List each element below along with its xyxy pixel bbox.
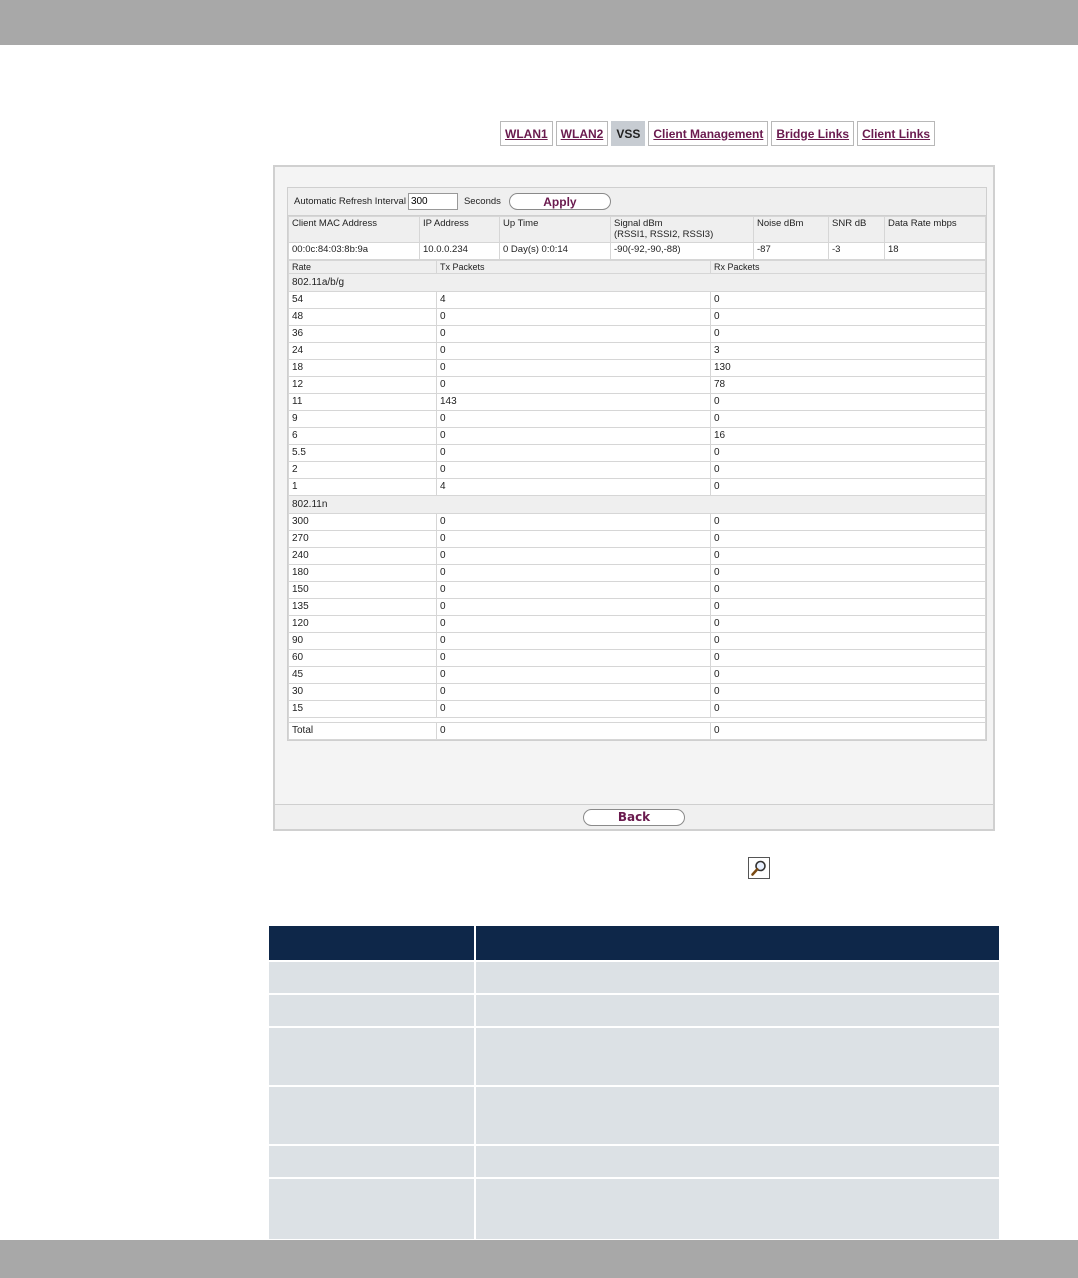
rate-value: 48 bbox=[289, 309, 437, 326]
apply-button[interactable]: Apply bbox=[509, 193, 611, 210]
tx-header: Tx Packets bbox=[437, 261, 711, 274]
description-header-col1 bbox=[269, 926, 476, 960]
rate-value: 180 bbox=[289, 565, 437, 582]
rate-header-row bbox=[289, 261, 986, 274]
rate-value: 1 bbox=[289, 479, 437, 496]
refresh-bar bbox=[288, 188, 986, 216]
header-data-rate: Data Rate mbps bbox=[885, 217, 986, 243]
rate-value: 36 bbox=[289, 326, 437, 343]
tab-bar bbox=[500, 121, 935, 146]
tx-packets: 0 bbox=[437, 377, 711, 394]
rx-packets: 0 bbox=[711, 479, 986, 496]
client-noise: -87 bbox=[754, 243, 829, 260]
rate-row bbox=[289, 462, 986, 479]
top-bar bbox=[0, 0, 1078, 45]
rx-packets: 0 bbox=[711, 565, 986, 582]
tx-packets: 143 bbox=[437, 394, 711, 411]
rate-value: 120 bbox=[289, 616, 437, 633]
rx-packets: 0 bbox=[711, 462, 986, 479]
tx-packets: 0 bbox=[437, 599, 711, 616]
tab-client-links[interactable]: Client Links bbox=[857, 121, 935, 146]
rate-row bbox=[289, 479, 986, 496]
rate-value: 24 bbox=[289, 343, 437, 360]
description-header-col2 bbox=[476, 926, 999, 960]
rate-value: 18 bbox=[289, 360, 437, 377]
rate-group-row bbox=[289, 496, 986, 514]
description-table bbox=[269, 926, 999, 1239]
rate-value: 240 bbox=[289, 548, 437, 565]
tab-wlan2[interactable]: WLAN2 bbox=[556, 121, 609, 146]
rate-row bbox=[289, 428, 986, 445]
rx-packets: 0 bbox=[711, 616, 986, 633]
header-ip: IP Address bbox=[420, 217, 500, 243]
rate-value: 45 bbox=[289, 667, 437, 684]
tx-packets: 0 bbox=[437, 343, 711, 360]
refresh-interval-label: Automatic Refresh Interval bbox=[294, 196, 406, 207]
rate-row bbox=[289, 582, 986, 599]
rate-value: 9 bbox=[289, 411, 437, 428]
tx-packets: 0 bbox=[437, 701, 711, 718]
tab-bridge-links[interactable]: Bridge Links bbox=[771, 121, 854, 146]
client-details-panel bbox=[273, 165, 995, 831]
tx-packets: 0 bbox=[437, 360, 711, 377]
client-snr: -3 bbox=[829, 243, 885, 260]
rate-row bbox=[289, 633, 986, 650]
client-data-rate: 18 bbox=[885, 243, 986, 260]
rate-value: 54 bbox=[289, 292, 437, 309]
header-mac: Client MAC Address bbox=[289, 217, 420, 243]
rx-packets: 130 bbox=[711, 360, 986, 377]
tx-packets: 0 bbox=[437, 514, 711, 531]
rate-group-title: 802.11a/b/g bbox=[289, 274, 986, 292]
back-row bbox=[275, 804, 993, 829]
rate-value: 6 bbox=[289, 428, 437, 445]
rate-row bbox=[289, 377, 986, 394]
rate-row bbox=[289, 667, 986, 684]
description-row bbox=[269, 1028, 999, 1085]
rx-packets: 0 bbox=[711, 326, 986, 343]
tx-packets: 0 bbox=[437, 650, 711, 667]
back-button[interactable]: Back bbox=[583, 809, 685, 826]
rate-group-title: 802.11n bbox=[289, 496, 986, 514]
description-row bbox=[269, 962, 999, 993]
rx-packets: 0 bbox=[711, 548, 986, 565]
rate-value: 5.5 bbox=[289, 445, 437, 462]
tx-packets: 0 bbox=[437, 582, 711, 599]
rate-row bbox=[289, 326, 986, 343]
total-label: Total bbox=[289, 723, 437, 740]
rate-row bbox=[289, 411, 986, 428]
refresh-interval-input[interactable] bbox=[408, 193, 458, 210]
client-mac: 00:0c:84:03:8b:9a bbox=[289, 243, 420, 260]
rate-group-row bbox=[289, 274, 986, 292]
tx-packets: 0 bbox=[437, 531, 711, 548]
description-row bbox=[269, 995, 999, 1026]
rx-packets: 3 bbox=[711, 343, 986, 360]
rx-packets: 0 bbox=[711, 667, 986, 684]
rx-packets: 78 bbox=[711, 377, 986, 394]
header-uptime: Up Time bbox=[500, 217, 611, 243]
client-ip: 10.0.0.234 bbox=[420, 243, 500, 260]
rate-row bbox=[289, 343, 986, 360]
client-value-row bbox=[289, 243, 986, 260]
refresh-unit-label: Seconds bbox=[463, 196, 501, 207]
rate-header: Rate bbox=[289, 261, 437, 274]
description-row bbox=[269, 1087, 999, 1144]
rate-row bbox=[289, 684, 986, 701]
tx-packets: 0 bbox=[437, 565, 711, 582]
client-signal: -90(-92,-90,-88) bbox=[611, 243, 754, 260]
rate-value: 12 bbox=[289, 377, 437, 394]
rate-value: 270 bbox=[289, 531, 437, 548]
client-info-table bbox=[288, 216, 986, 260]
tx-packets: 0 bbox=[437, 684, 711, 701]
rx-packets: 0 bbox=[711, 582, 986, 599]
rx-packets: 0 bbox=[711, 650, 986, 667]
rate-value: 2 bbox=[289, 462, 437, 479]
description-row bbox=[269, 1146, 999, 1177]
tab-vss[interactable]: VSS bbox=[611, 121, 645, 146]
rate-value: 30 bbox=[289, 684, 437, 701]
rate-value: 60 bbox=[289, 650, 437, 667]
rate-row bbox=[289, 292, 986, 309]
bottom-bar bbox=[0, 1240, 1078, 1278]
rate-row bbox=[289, 531, 986, 548]
tx-packets: 0 bbox=[437, 667, 711, 684]
rate-value: 11 bbox=[289, 394, 437, 411]
header-noise: Noise dBm bbox=[754, 217, 829, 243]
rx-packets: 0 bbox=[711, 599, 986, 616]
tx-packets: 4 bbox=[437, 292, 711, 309]
tx-packets: 0 bbox=[437, 411, 711, 428]
tx-packets: 0 bbox=[437, 428, 711, 445]
rate-row bbox=[289, 514, 986, 531]
magnifier-icon[interactable] bbox=[748, 857, 770, 879]
rx-packets: 16 bbox=[711, 428, 986, 445]
rate-value: 150 bbox=[289, 582, 437, 599]
rx-packets: 0 bbox=[711, 684, 986, 701]
rate-statistics-table bbox=[288, 260, 986, 740]
rx-packets: 0 bbox=[711, 701, 986, 718]
tx-packets: 0 bbox=[437, 326, 711, 343]
rate-value: 90 bbox=[289, 633, 437, 650]
tx-packets: 0 bbox=[437, 445, 711, 462]
header-signal: Signal dBm (RSSI1, RSSI2, RSSI3) bbox=[611, 217, 754, 243]
rx-packets: 0 bbox=[711, 514, 986, 531]
description-header bbox=[269, 926, 999, 960]
total-tx: 0 bbox=[437, 723, 711, 740]
client-uptime: 0 Day(s) 0:0:14 bbox=[500, 243, 611, 260]
rate-row bbox=[289, 360, 986, 377]
rate-row bbox=[289, 701, 986, 718]
header-snr: SNR dB bbox=[829, 217, 885, 243]
rate-value: 135 bbox=[289, 599, 437, 616]
total-row bbox=[289, 723, 986, 740]
rx-packets: 0 bbox=[711, 292, 986, 309]
tab-client-management[interactable]: Client Management bbox=[648, 121, 768, 146]
rx-packets: 0 bbox=[711, 411, 986, 428]
rx-packets: 0 bbox=[711, 531, 986, 548]
client-header-row bbox=[289, 217, 986, 243]
rx-header: Rx Packets bbox=[711, 261, 986, 274]
rx-packets: 0 bbox=[711, 394, 986, 411]
rate-row bbox=[289, 445, 986, 462]
tx-packets: 0 bbox=[437, 633, 711, 650]
client-details-form bbox=[287, 187, 987, 741]
total-rx: 0 bbox=[711, 723, 986, 740]
rate-value: 300 bbox=[289, 514, 437, 531]
rate-row bbox=[289, 394, 986, 411]
tx-packets: 0 bbox=[437, 309, 711, 326]
rate-row bbox=[289, 599, 986, 616]
rx-packets: 0 bbox=[711, 309, 986, 326]
rate-row bbox=[289, 565, 986, 582]
tx-packets: 0 bbox=[437, 548, 711, 565]
tx-packets: 4 bbox=[437, 479, 711, 496]
rate-row bbox=[289, 548, 986, 565]
tx-packets: 0 bbox=[437, 462, 711, 479]
tx-packets: 0 bbox=[437, 616, 711, 633]
rate-row bbox=[289, 309, 986, 326]
rate-value: 15 bbox=[289, 701, 437, 718]
rx-packets: 0 bbox=[711, 445, 986, 462]
tab-wlan1[interactable]: WLAN1 bbox=[500, 121, 553, 146]
rate-row bbox=[289, 650, 986, 667]
rx-packets: 0 bbox=[711, 633, 986, 650]
description-row bbox=[269, 1179, 999, 1239]
rate-row bbox=[289, 616, 986, 633]
